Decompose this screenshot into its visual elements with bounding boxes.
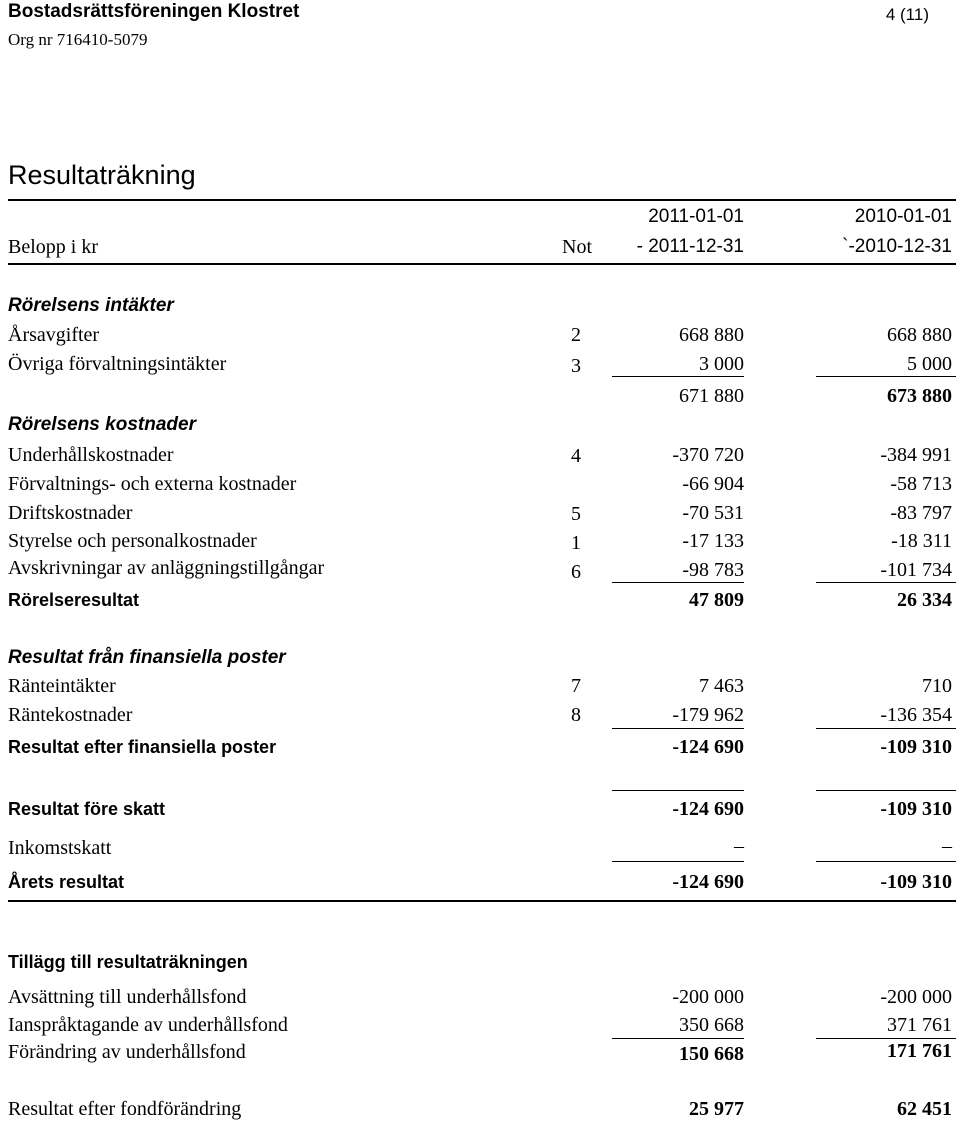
- row-note: 2: [571, 324, 581, 346]
- page-title: Resultaträkning: [8, 160, 196, 190]
- row-prior: -18 311: [891, 530, 952, 552]
- final-current: 25 977: [689, 1098, 744, 1120]
- row-note: 4: [571, 445, 581, 467]
- title-rule: [8, 199, 956, 201]
- section-heading: Tillägg till resultaträkningen: [8, 952, 248, 972]
- row-prior: -83 797: [890, 502, 952, 524]
- sum-underline: [612, 728, 744, 729]
- final-prior: 62 451: [897, 1098, 952, 1120]
- row-note: 8: [571, 704, 581, 726]
- total-rule: [8, 900, 956, 902]
- subtotal-current: 671 880: [679, 385, 744, 407]
- row-current: -200 000: [672, 986, 744, 1008]
- subtotal-prior: 26 334: [897, 589, 952, 611]
- subtotal-current: -124 690: [672, 736, 744, 758]
- row-prior: –: [942, 835, 952, 857]
- row-prior: 668 880: [887, 324, 952, 346]
- row-prior: 5 000: [907, 353, 952, 375]
- sum-underline: [816, 376, 956, 377]
- section-heading: Rörelsens intäkter: [8, 295, 174, 316]
- sum-underline: [612, 861, 744, 862]
- row-current: 350 668: [679, 1014, 744, 1036]
- page-number: 4 (11): [885, 5, 929, 24]
- current-period-start: 2011-01-01: [648, 206, 744, 227]
- row-label: Avskrivningar av anläggningstillgångar: [8, 557, 325, 579]
- row-prior: -58 713: [890, 473, 952, 495]
- subtotal-prior: 171 761: [887, 1040, 952, 1062]
- subtotal-label: Rörelseresultat: [8, 590, 140, 610]
- note-header: Not: [562, 236, 592, 258]
- row-current: -179 962: [672, 704, 744, 726]
- amount-label: Belopp i kr: [8, 236, 98, 258]
- sum-underline: [816, 1038, 956, 1039]
- row-note: 6: [571, 561, 581, 583]
- row-note: 3: [571, 355, 581, 377]
- row-prior: -384 991: [880, 444, 952, 466]
- sum-underline: [816, 790, 956, 791]
- sum-underline: [612, 790, 744, 791]
- row-current: 3 000: [699, 353, 744, 375]
- subtotal-label: Resultat före skatt: [8, 799, 166, 819]
- final-label: Resultat efter fondförändring: [8, 1098, 242, 1120]
- row-current: -98 783: [682, 559, 744, 581]
- row-current: -370 720: [672, 444, 744, 466]
- row-prior: 710: [922, 675, 952, 697]
- row-label: Förändring av underhållsfond: [8, 1041, 246, 1063]
- row-current: –: [734, 835, 744, 857]
- total-current: -124 690: [672, 871, 744, 893]
- row-label: Inkomstskatt: [8, 837, 112, 859]
- row-label: Ränteintäkter: [8, 675, 116, 697]
- org-number: Org nr 716410-5079: [8, 30, 148, 49]
- row-label: Förvaltnings- och externa kostnader: [8, 473, 297, 495]
- subtotal-current: -124 690: [672, 798, 744, 820]
- row-current: -70 531: [682, 502, 744, 524]
- row-note: 7: [571, 675, 581, 697]
- row-prior: -101 734: [880, 559, 952, 581]
- sum-underline: [816, 728, 956, 729]
- prior-period-end: `-2010-12-31: [842, 236, 952, 257]
- row-current: -66 904: [682, 473, 744, 495]
- row-label: Årsavgifter: [8, 324, 100, 346]
- row-label: Styrelse och personalkostnader: [8, 530, 257, 552]
- subtotal-label: Resultat efter finansiella poster: [8, 737, 277, 757]
- row-label: Avsättning till underhållsfond: [8, 986, 247, 1008]
- subtotal-current: 150 668: [679, 1043, 744, 1065]
- row-prior: -200 000: [880, 986, 952, 1008]
- row-label: Räntekostnader: [8, 704, 133, 726]
- sum-underline: [612, 1038, 744, 1039]
- row-note: 1: [571, 532, 581, 554]
- row-current: -17 133: [682, 530, 744, 552]
- association-name: Bostadsrättsföreningen Klostret: [8, 1, 300, 22]
- sum-underline: [816, 582, 956, 583]
- sum-underline: [612, 582, 744, 583]
- section-heading: Resultat från finansiella poster: [8, 647, 286, 668]
- header-rule: [8, 263, 956, 265]
- section-heading: Rörelsens kostnader: [8, 414, 196, 435]
- row-label: Övriga förvaltningsintäkter: [8, 353, 227, 375]
- row-label: Underhållskostnader: [8, 444, 174, 466]
- row-label: Driftskostnader: [8, 502, 133, 524]
- subtotal-prior: -109 310: [880, 736, 952, 758]
- current-period-end: - 2011-12-31: [636, 236, 744, 257]
- subtotal-prior: 673 880: [887, 385, 952, 407]
- row-label: Ianspråktagande av underhållsfond: [8, 1014, 288, 1036]
- row-note: 5: [571, 503, 581, 525]
- row-prior: 371 761: [887, 1014, 952, 1036]
- total-prior: -109 310: [880, 871, 952, 893]
- sum-underline: [816, 861, 956, 862]
- row-current: 7 463: [699, 675, 744, 697]
- row-prior: -136 354: [880, 704, 952, 726]
- total-label: Årets resultat: [8, 872, 125, 892]
- row-current: 668 880: [679, 324, 744, 346]
- prior-period-start: 2010-01-01: [854, 206, 952, 227]
- subtotal-current: 47 809: [689, 589, 744, 611]
- sum-underline: [612, 376, 744, 377]
- subtotal-prior: -109 310: [880, 798, 952, 820]
